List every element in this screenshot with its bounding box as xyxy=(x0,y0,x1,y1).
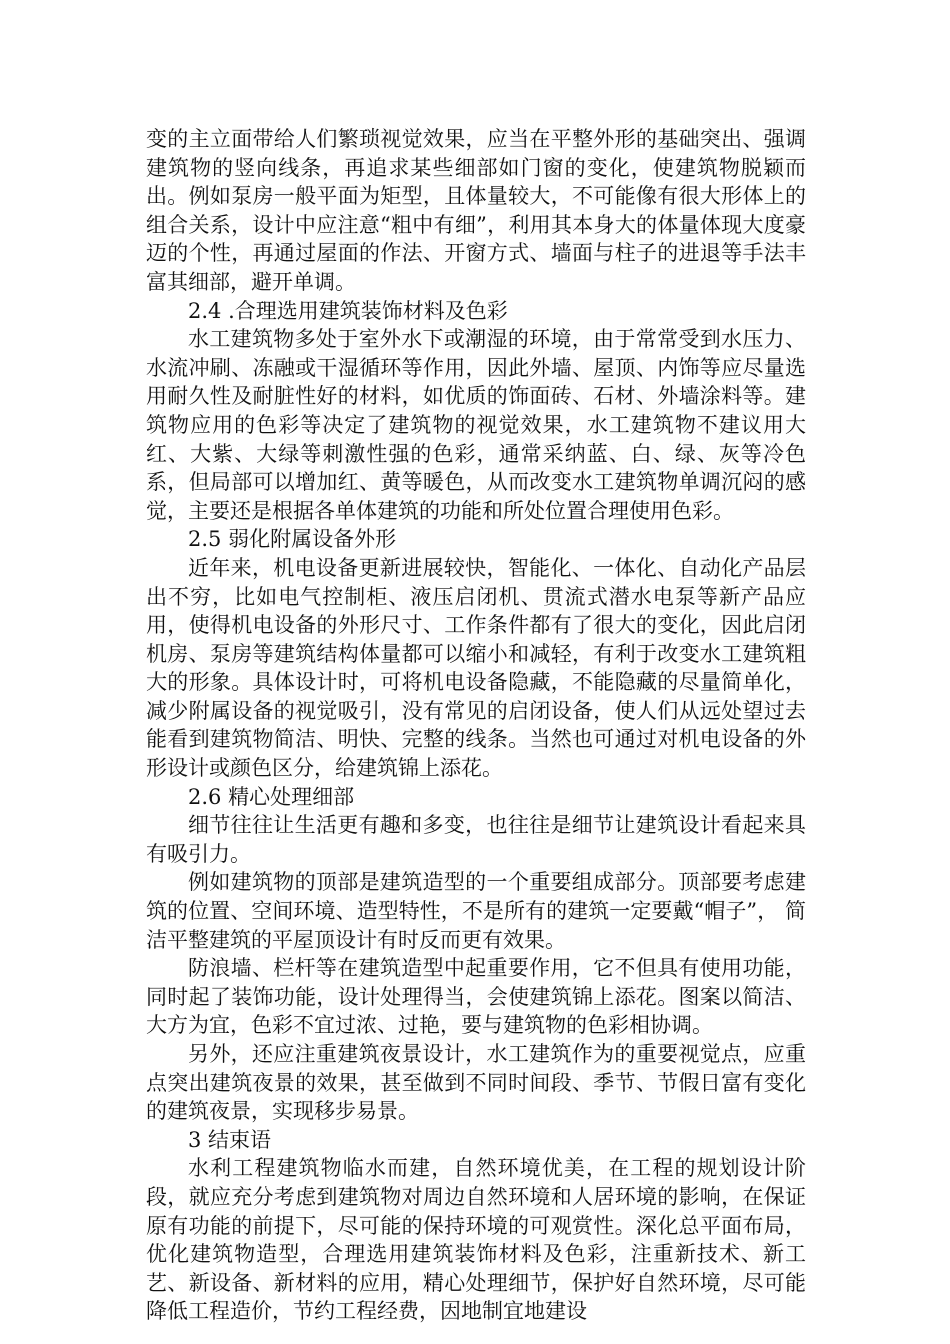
paragraph: 近年来，机电设备更新进展较快，智能化、一体化、自动化产品层出不穷，比如电气控制柜、液压启闭机、贯流式潜水电泵等新产品应用，使得机电设备的外形尺寸、工作条件都有了很大的变化，因此启闭机房、泵房等建筑结构体量都可以缩小和减轻，有利于改变水工建筑粗大的形象。具体设计时，可将机电设备隐藏，不能隐藏的尽量简单化，减少附属设备的视觉吸引，没有常见的启闭设备，使人们从远处望过去能看到建筑物简洁、明快、完整的线条。当然也可通过对机电设备的外形设计或颜色区分，给建筑锦上添花。 xyxy=(146,555,806,781)
section-heading-2-5: 2.5 弱化附属设备外形 xyxy=(188,527,397,552)
section-heading-2-4: 2.4 .合理选用建筑装饰材料及色彩 xyxy=(188,298,508,323)
paragraph: 水利工程建筑物临水而建，自然环境优美，在工程的规划设计阶段，就应充分考虑到建筑物对周边自然环境和人居环境的影响，在保证原有功能的前提下，尽可能的保持环境的可观赏性。深化总平面布局，优化建筑物造型，合理选用建筑装饰材料及色彩，注重新技术、新工艺、新设备、新材料的应用，精心处理细节，保护好自然环境，尽可能降低工程造价，节约工程经费，因地制宜地建设 xyxy=(146,1156,806,1324)
section-heading-2-6: 2.6 精心处理细部 xyxy=(188,784,355,809)
paragraph: 细节往往让生活更有趣和多变，也往往是细节让建筑设计看起来具有吸引力。 xyxy=(146,813,806,866)
document-body xyxy=(146,125,806,1326)
paragraph: 水工建筑物多处于室外水下或潮湿的环境，由于常常受到水压力、水流冲刷、冻融或干湿循环等作用，因此外墙、屋顶、内饰等应尽量选用耐久性及耐脏性好的材料，如优质的饰面砖、石材、外墙涂料等。建筑物应用的色彩等决定了建筑物的视觉效果，水工建筑物不建议用大红、大紫、大绿等刺激性强的色彩，通常采纳蓝、白、绿、灰等冷色系，但局部可以增加红、黄等暖色，从而改变水工建筑物单调沉闷的感觉，主要还是根据各单体建筑的功能和所处位置合理使用色彩。 xyxy=(146,327,806,523)
paragraph-continuation: 变的主立面带给人们繁琐视觉效果，应当在平整外形的基础突出、强调建筑物的竖向线条，再追求某些细部如门窗的变化，使建筑物脱颖而出。例如泵房一般平面为矩型，且体量较大，不可能像有很大形体上的组合关系，设计中应注意“粗中有细”，利用其本身大的体量体现大度豪迈的个性，再通过屋面的作法、开窗方式、墙面与柱子的进退等手法丰富其细部，避开单调。 xyxy=(146,127,806,294)
paragraph: 例如建筑物的顶部是建筑造型的一个重要组成部分。顶部要考虑建筑的位置、空间环境、造型特性，不是所有的建筑一定要戴“帽子”， 简洁平整建筑的平屋顶设计有时反而更有效果。 xyxy=(146,870,806,952)
paragraph: 另外，还应注重建筑夜景设计，水工建筑作为的重要视觉点，应重点突出建筑夜景的效果，甚至做到不同时间段、季节、节假日富有变化的建筑夜景，实现移步易景。 xyxy=(146,1042,806,1124)
section-heading-3: 3 结束语 xyxy=(188,1127,272,1152)
paragraph: 防浪墙、栏杆等在建筑造型中起重要作用，它不但具有使用功能，同时起了装饰功能，设计处理得当，会使建筑锦上添花。图案以简洁、大方为宜，色彩不宜过浓、过艳，要与建筑物的色彩相协调。 xyxy=(146,956,806,1038)
